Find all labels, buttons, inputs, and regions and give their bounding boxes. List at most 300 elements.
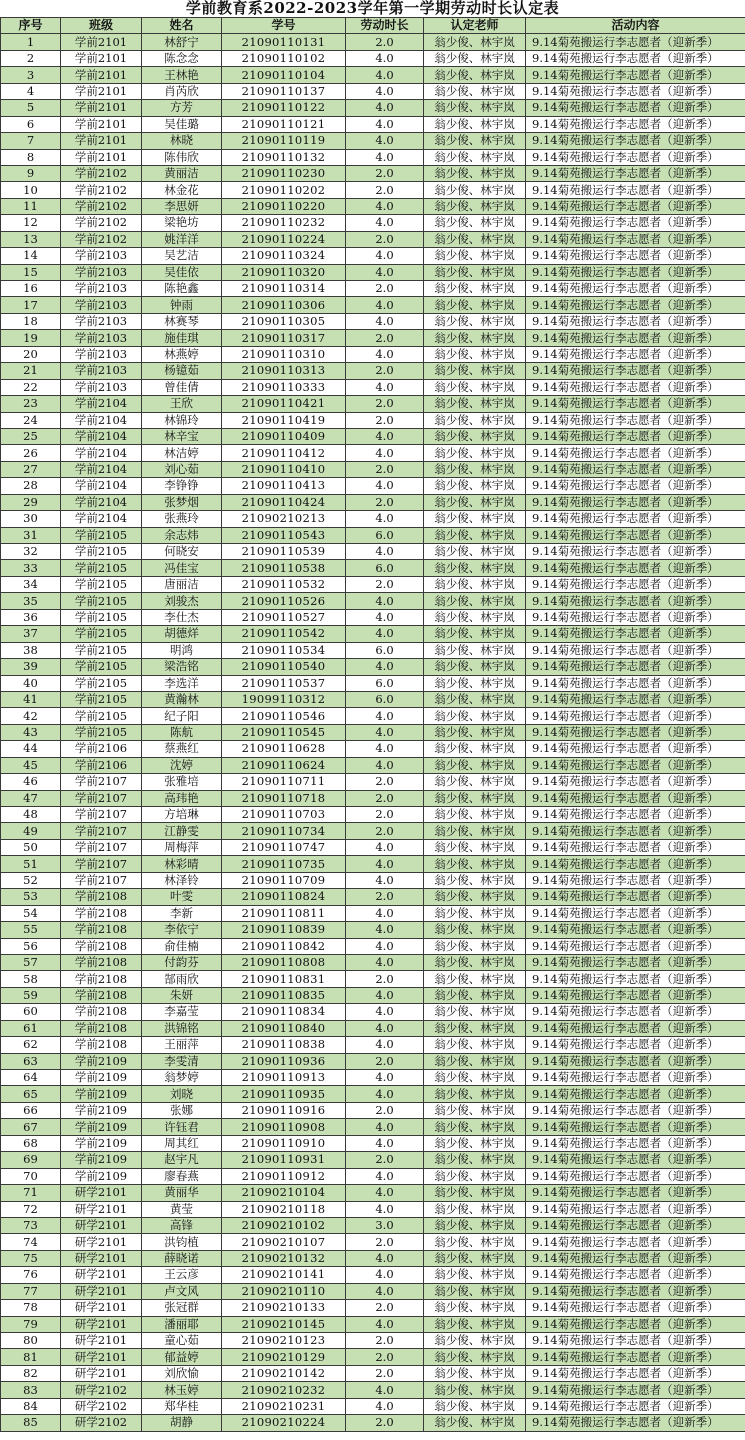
cell-student-id[interactable]: 21090110421 — [222, 396, 346, 412]
cell-teachers[interactable]: 翁少俊、林宇岚 — [424, 774, 526, 790]
cell-teachers[interactable]: 翁少俊、林宇岚 — [424, 165, 526, 181]
cell-class[interactable]: 学前2103 — [61, 264, 142, 280]
cell-activity[interactable]: 9.14菊苑搬运行李志愿者（迎新季） — [526, 313, 745, 329]
cell-no[interactable]: 49 — [1, 823, 61, 839]
cell-student-id[interactable]: 21090210123 — [222, 1333, 346, 1349]
cell-hours[interactable]: 4.0 — [346, 938, 424, 954]
cell-hours[interactable]: 2.0 — [346, 396, 424, 412]
cell-teachers[interactable]: 翁少俊、林宇岚 — [424, 1020, 526, 1036]
cell-name[interactable]: 张梦烟 — [142, 494, 222, 510]
cell-teachers[interactable]: 翁少俊、林宇岚 — [424, 83, 526, 99]
cell-hours[interactable]: 2.0 — [346, 889, 424, 905]
cell-name[interactable]: 胡静 — [142, 1415, 222, 1431]
cell-student-id[interactable]: 21090110916 — [222, 1102, 346, 1118]
cell-teachers[interactable]: 翁少俊、林宇岚 — [424, 133, 526, 149]
cell-student-id[interactable]: 21090110711 — [222, 774, 346, 790]
cell-activity[interactable]: 9.14菊苑搬运行李志愿者（迎新季） — [526, 198, 745, 214]
cell-hours[interactable]: 4.0 — [346, 1020, 424, 1036]
cell-teachers[interactable]: 翁少俊、林宇岚 — [424, 971, 526, 987]
cell-teachers[interactable]: 翁少俊、林宇岚 — [424, 313, 526, 329]
cell-name[interactable]: 黄丽洁 — [142, 165, 222, 181]
cell-class[interactable]: 学前2107 — [61, 839, 142, 855]
cell-no[interactable]: 12 — [1, 215, 61, 231]
cell-teachers[interactable]: 翁少俊、林宇岚 — [424, 182, 526, 198]
cell-no[interactable]: 51 — [1, 856, 61, 872]
cell-no[interactable]: 9 — [1, 165, 61, 181]
cell-name[interactable]: 施佳琪 — [142, 330, 222, 346]
cell-activity[interactable]: 9.14菊苑搬运行李志愿者（迎新季） — [526, 790, 745, 806]
cell-class[interactable]: 学前2105 — [61, 724, 142, 740]
cell-hours[interactable]: 4.0 — [346, 1185, 424, 1201]
cell-student-id[interactable]: 21090110305 — [222, 313, 346, 329]
cell-teachers[interactable]: 翁少俊、林宇岚 — [424, 1250, 526, 1266]
cell-no[interactable]: 76 — [1, 1267, 61, 1283]
cell-hours[interactable]: 2.0 — [346, 182, 424, 198]
cell-class[interactable]: 学前2104 — [61, 511, 142, 527]
cell-student-id[interactable]: 21090110224 — [222, 231, 346, 247]
cell-activity[interactable]: 9.14菊苑搬运行李志愿者（迎新季） — [526, 987, 745, 1003]
cell-hours[interactable]: 4.0 — [346, 1201, 424, 1217]
cell-student-id[interactable]: 21090210145 — [222, 1316, 346, 1332]
cell-teachers[interactable]: 翁少俊、林宇岚 — [424, 1168, 526, 1184]
cell-hours[interactable]: 4.0 — [346, 626, 424, 642]
cell-class[interactable]: 学前2106 — [61, 741, 142, 757]
cell-activity[interactable]: 9.14菊苑搬运行李志愿者（迎新季） — [526, 1070, 745, 1086]
cell-name[interactable]: 郑华桂 — [142, 1398, 222, 1414]
cell-student-id[interactable]: 21090210213 — [222, 511, 346, 527]
cell-class[interactable]: 学前2109 — [61, 1053, 142, 1069]
cell-activity[interactable]: 9.14菊苑搬运行李志愿者（迎新季） — [526, 1185, 745, 1201]
cell-student-id[interactable]: 21090110310 — [222, 346, 346, 362]
cell-no[interactable]: 85 — [1, 1415, 61, 1431]
cell-hours[interactable]: 2.0 — [346, 165, 424, 181]
cell-no[interactable]: 75 — [1, 1250, 61, 1266]
cell-name[interactable]: 翁梦婷 — [142, 1070, 222, 1086]
cell-teachers[interactable]: 翁少俊、林宇岚 — [424, 198, 526, 214]
cell-activity[interactable]: 9.14菊苑搬运行李志愿者（迎新季） — [526, 560, 745, 576]
cell-hours[interactable]: 4.0 — [346, 708, 424, 724]
cell-name[interactable]: 林彩晴 — [142, 856, 222, 872]
cell-class[interactable]: 学前2107 — [61, 872, 142, 888]
cell-class[interactable]: 学前2107 — [61, 856, 142, 872]
cell-teachers[interactable]: 翁少俊、林宇岚 — [424, 1333, 526, 1349]
cell-hours[interactable]: 2.0 — [346, 231, 424, 247]
cell-class[interactable]: 学前2108 — [61, 987, 142, 1003]
cell-student-id[interactable]: 21090110102 — [222, 50, 346, 66]
cell-no[interactable]: 69 — [1, 1152, 61, 1168]
cell-no[interactable]: 38 — [1, 642, 61, 658]
cell-no[interactable]: 4 — [1, 83, 61, 99]
cell-student-id[interactable]: 21090110413 — [222, 478, 346, 494]
cell-activity[interactable]: 9.14菊苑搬运行李志愿者（迎新季） — [526, 1102, 745, 1118]
cell-class[interactable]: 学前2107 — [61, 774, 142, 790]
cell-student-id[interactable]: 21090110317 — [222, 330, 346, 346]
cell-name[interactable]: 李选洋 — [142, 675, 222, 691]
cell-hours[interactable]: 2.0 — [346, 1152, 424, 1168]
cell-class[interactable]: 学前2105 — [61, 527, 142, 543]
cell-activity[interactable]: 9.14菊苑搬运行李志愿者（迎新季） — [526, 626, 745, 642]
cell-hours[interactable]: 2.0 — [346, 412, 424, 428]
cell-no[interactable]: 71 — [1, 1185, 61, 1201]
cell-class[interactable]: 学前2108 — [61, 889, 142, 905]
cell-teachers[interactable]: 翁少俊、林宇岚 — [424, 1135, 526, 1151]
cell-teachers[interactable]: 翁少俊、林宇岚 — [424, 757, 526, 773]
cell-hours[interactable]: 4.0 — [346, 379, 424, 395]
cell-teachers[interactable]: 翁少俊、林宇岚 — [424, 889, 526, 905]
cell-activity[interactable]: 9.14菊苑搬运行李志愿者（迎新季） — [526, 100, 745, 116]
cell-activity[interactable]: 9.14菊苑搬运行李志愿者（迎新季） — [526, 1168, 745, 1184]
cell-activity[interactable]: 9.14菊苑搬运行李志愿者（迎新季） — [526, 839, 745, 855]
cell-name[interactable]: 李嘉莹 — [142, 1004, 222, 1020]
cell-class[interactable]: 学前2108 — [61, 905, 142, 921]
cell-name[interactable]: 张雅培 — [142, 774, 222, 790]
cell-class[interactable]: 研学2101 — [61, 1250, 142, 1266]
cell-student-id[interactable]: 21090110539 — [222, 544, 346, 560]
cell-student-id[interactable]: 21090210141 — [222, 1267, 346, 1283]
cell-hours[interactable]: 2.0 — [346, 774, 424, 790]
cell-class[interactable]: 学前2109 — [61, 1086, 142, 1102]
cell-teachers[interactable]: 翁少俊、林宇岚 — [424, 642, 526, 658]
cell-hours[interactable]: 4.0 — [346, 724, 424, 740]
cell-teachers[interactable]: 翁少俊、林宇岚 — [424, 116, 526, 132]
cell-class[interactable]: 学前2109 — [61, 1152, 142, 1168]
cell-no[interactable]: 18 — [1, 313, 61, 329]
cell-hours[interactable]: 2.0 — [346, 494, 424, 510]
cell-student-id[interactable]: 21090110537 — [222, 675, 346, 691]
cell-name[interactable]: 洪锦铭 — [142, 1020, 222, 1036]
cell-class[interactable]: 研学2101 — [61, 1300, 142, 1316]
cell-teachers[interactable]: 翁少俊、林宇岚 — [424, 1217, 526, 1233]
cell-name[interactable]: 何晓安 — [142, 544, 222, 560]
cell-name[interactable]: 梁艳坊 — [142, 215, 222, 231]
cell-name[interactable]: 陈航 — [142, 724, 222, 740]
cell-student-id[interactable]: 21090110534 — [222, 642, 346, 658]
cell-no[interactable]: 61 — [1, 1020, 61, 1036]
cell-activity[interactable]: 9.14菊苑搬运行李志愿者（迎新季） — [526, 1300, 745, 1316]
cell-class[interactable]: 学前2109 — [61, 1070, 142, 1086]
cell-no[interactable]: 35 — [1, 593, 61, 609]
cell-name[interactable]: 蔡燕红 — [142, 741, 222, 757]
cell-teachers[interactable]: 翁少俊、林宇岚 — [424, 478, 526, 494]
cell-activity[interactable]: 9.14菊苑搬运行李志愿者（迎新季） — [526, 297, 745, 313]
cell-no[interactable]: 52 — [1, 872, 61, 888]
cell-activity[interactable]: 9.14菊苑搬运行李志愿者（迎新季） — [526, 396, 745, 412]
cell-hours[interactable]: 4.0 — [346, 856, 424, 872]
cell-activity[interactable]: 9.14菊苑搬运行李志愿者（迎新季） — [526, 363, 745, 379]
cell-student-id[interactable]: 21090110624 — [222, 757, 346, 773]
cell-activity[interactable]: 9.14菊苑搬运行李志愿者（迎新季） — [526, 1333, 745, 1349]
cell-name[interactable]: 李仕杰 — [142, 609, 222, 625]
cell-teachers[interactable]: 翁少俊、林宇岚 — [424, 511, 526, 527]
cell-class[interactable]: 学前2105 — [61, 659, 142, 675]
cell-hours[interactable]: 2.0 — [346, 823, 424, 839]
cell-student-id[interactable]: 21090110542 — [222, 626, 346, 642]
cell-class[interactable]: 学前2102 — [61, 182, 142, 198]
cell-activity[interactable]: 9.14菊苑搬运行李志愿者（迎新季） — [526, 445, 745, 461]
cell-activity[interactable]: 9.14菊苑搬运行李志愿者（迎新季） — [526, 971, 745, 987]
cell-student-id[interactable]: 21090110839 — [222, 922, 346, 938]
cell-student-id[interactable]: 21090110104 — [222, 67, 346, 83]
cell-student-id[interactable]: 21090110132 — [222, 149, 346, 165]
cell-class[interactable]: 研学2101 — [61, 1267, 142, 1283]
cell-student-id[interactable]: 21090110526 — [222, 593, 346, 609]
cell-hours[interactable]: 4.0 — [346, 248, 424, 264]
cell-name[interactable]: 张娜 — [142, 1102, 222, 1118]
cell-teachers[interactable]: 翁少俊、林宇岚 — [424, 823, 526, 839]
cell-no[interactable]: 53 — [1, 889, 61, 905]
cell-teachers[interactable]: 翁少俊、林宇岚 — [424, 659, 526, 675]
cell-activity[interactable]: 9.14菊苑搬运行李志愿者（迎新季） — [526, 248, 745, 264]
cell-hours[interactable]: 4.0 — [346, 478, 424, 494]
cell-name[interactable]: 余志炜 — [142, 527, 222, 543]
cell-activity[interactable]: 9.14菊苑搬运行李志愿者（迎新季） — [526, 133, 745, 149]
cell-name[interactable]: 方培琳 — [142, 807, 222, 823]
cell-class[interactable]: 学前2108 — [61, 1037, 142, 1053]
cell-class[interactable]: 学前2101 — [61, 50, 142, 66]
cell-class[interactable]: 学前2105 — [61, 675, 142, 691]
cell-class[interactable]: 研学2101 — [61, 1185, 142, 1201]
cell-student-id[interactable]: 21090110842 — [222, 938, 346, 954]
cell-no[interactable]: 48 — [1, 807, 61, 823]
cell-hours[interactable]: 2.0 — [346, 790, 424, 806]
cell-name[interactable]: 唐丽洁 — [142, 576, 222, 592]
cell-no[interactable]: 7 — [1, 133, 61, 149]
cell-teachers[interactable]: 翁少俊、林宇岚 — [424, 675, 526, 691]
cell-no[interactable]: 70 — [1, 1168, 61, 1184]
cell-teachers[interactable]: 翁少俊、林宇岚 — [424, 593, 526, 609]
cell-no[interactable]: 14 — [1, 248, 61, 264]
cell-name[interactable]: 周其红 — [142, 1135, 222, 1151]
cell-hours[interactable]: 4.0 — [346, 1250, 424, 1266]
cell-teachers[interactable]: 翁少俊、林宇岚 — [424, 708, 526, 724]
cell-hours[interactable]: 4.0 — [346, 133, 424, 149]
cell-teachers[interactable]: 翁少俊、林宇岚 — [424, 297, 526, 313]
cell-hours[interactable]: 2.0 — [346, 1365, 424, 1381]
cell-hours[interactable]: 4.0 — [346, 741, 424, 757]
cell-student-id[interactable]: 21090110532 — [222, 576, 346, 592]
cell-student-id[interactable]: 21090110313 — [222, 363, 346, 379]
cell-name[interactable]: 王丽萍 — [142, 1037, 222, 1053]
cell-no[interactable]: 79 — [1, 1316, 61, 1332]
cell-hours[interactable]: 4.0 — [346, 511, 424, 527]
cell-name[interactable]: 黄莹 — [142, 1201, 222, 1217]
cell-name[interactable]: 方芳 — [142, 100, 222, 116]
cell-activity[interactable]: 9.14菊苑搬运行李志愿者（迎新季） — [526, 346, 745, 362]
cell-name[interactable]: 姚洋洋 — [142, 231, 222, 247]
cell-activity[interactable]: 9.14菊苑搬运行李志愿者（迎新季） — [526, 264, 745, 280]
cell-name[interactable]: 林赛琴 — [142, 313, 222, 329]
cell-name[interactable]: 李依宁 — [142, 922, 222, 938]
cell-no[interactable]: 21 — [1, 363, 61, 379]
cell-name[interactable]: 黄瀚林 — [142, 691, 222, 707]
cell-class[interactable]: 学前2103 — [61, 313, 142, 329]
cell-activity[interactable]: 9.14菊苑搬运行李志愿者（迎新季） — [526, 757, 745, 773]
cell-hours[interactable]: 4.0 — [346, 609, 424, 625]
cell-activity[interactable]: 9.14菊苑搬运行李志愿者（迎新季） — [526, 1267, 745, 1283]
cell-activity[interactable]: 9.14菊苑搬运行李志愿者（迎新季） — [526, 1250, 745, 1266]
cell-teachers[interactable]: 翁少俊、林宇岚 — [424, 346, 526, 362]
cell-class[interactable]: 研学2101 — [61, 1217, 142, 1233]
cell-student-id[interactable]: 21090110931 — [222, 1152, 346, 1168]
cell-class[interactable]: 学前2105 — [61, 544, 142, 560]
cell-no[interactable]: 46 — [1, 774, 61, 790]
cell-name[interactable]: 高锋 — [142, 1217, 222, 1233]
cell-no[interactable]: 62 — [1, 1037, 61, 1053]
cell-student-id[interactable]: 21090110628 — [222, 741, 346, 757]
header-cell-teachers[interactable]: 认定老师 — [424, 18, 526, 34]
cell-class[interactable]: 学前2101 — [61, 100, 142, 116]
cell-hours[interactable]: 4.0 — [346, 1135, 424, 1151]
cell-class[interactable]: 学前2109 — [61, 1102, 142, 1118]
cell-hours[interactable]: 4.0 — [346, 839, 424, 855]
cell-no[interactable]: 54 — [1, 905, 61, 921]
cell-class[interactable]: 学前2101 — [61, 149, 142, 165]
cell-activity[interactable]: 9.14菊苑搬运行李志愿者（迎新季） — [526, 478, 745, 494]
cell-class[interactable]: 学前2105 — [61, 593, 142, 609]
cell-hours[interactable]: 2.0 — [346, 807, 424, 823]
cell-student-id[interactable]: 21090110735 — [222, 856, 346, 872]
cell-name[interactable]: 林玉婷 — [142, 1382, 222, 1398]
cell-hours[interactable]: 4.0 — [346, 215, 424, 231]
cell-student-id[interactable]: 21090110202 — [222, 182, 346, 198]
cell-teachers[interactable]: 翁少俊、林宇岚 — [424, 922, 526, 938]
cell-name[interactable]: 吴佳依 — [142, 264, 222, 280]
cell-no[interactable]: 8 — [1, 149, 61, 165]
cell-no[interactable]: 13 — [1, 231, 61, 247]
cell-activity[interactable]: 9.14菊苑搬运行李志愿者（迎新季） — [526, 379, 745, 395]
cell-hours[interactable]: 4.0 — [346, 1316, 424, 1332]
cell-class[interactable]: 学前2107 — [61, 823, 142, 839]
cell-name[interactable]: 刘骏杰 — [142, 593, 222, 609]
cell-activity[interactable]: 9.14菊苑搬运行李志愿者（迎新季） — [526, 428, 745, 444]
cell-student-id[interactable]: 21090110412 — [222, 445, 346, 461]
cell-hours[interactable]: 4.0 — [346, 346, 424, 362]
cell-no[interactable]: 31 — [1, 527, 61, 543]
cell-hours[interactable]: 2.0 — [346, 1102, 424, 1118]
cell-name[interactable]: 王林艳 — [142, 67, 222, 83]
cell-no[interactable]: 73 — [1, 1217, 61, 1233]
cell-teachers[interactable]: 翁少俊、林宇岚 — [424, 1201, 526, 1217]
cell-class[interactable]: 学前2105 — [61, 626, 142, 642]
cell-teachers[interactable]: 翁少俊、林宇岚 — [424, 839, 526, 855]
cell-name[interactable]: 李雯清 — [142, 1053, 222, 1069]
cell-activity[interactable]: 9.14菊苑搬运行李志愿者（迎新季） — [526, 527, 745, 543]
cell-hours[interactable]: 4.0 — [346, 1283, 424, 1299]
cell-hours[interactable]: 4.0 — [346, 922, 424, 938]
cell-student-id[interactable]: 21090110709 — [222, 872, 346, 888]
cell-activity[interactable]: 9.14菊苑搬运行李志愿者（迎新季） — [526, 593, 745, 609]
cell-no[interactable]: 66 — [1, 1102, 61, 1118]
cell-hours[interactable]: 4.0 — [346, 987, 424, 1003]
cell-no[interactable]: 84 — [1, 1398, 61, 1414]
cell-activity[interactable]: 9.14菊苑搬运行李志愿者（迎新季） — [526, 856, 745, 872]
cell-no[interactable]: 60 — [1, 1004, 61, 1020]
cell-teachers[interactable]: 翁少俊、林宇岚 — [424, 938, 526, 954]
cell-class[interactable]: 研学2102 — [61, 1415, 142, 1431]
cell-no[interactable]: 43 — [1, 724, 61, 740]
cell-no[interactable]: 19 — [1, 330, 61, 346]
cell-student-id[interactable]: 21090110910 — [222, 1135, 346, 1151]
cell-no[interactable]: 44 — [1, 741, 61, 757]
cell-teachers[interactable]: 翁少俊、林宇岚 — [424, 905, 526, 921]
cell-name[interactable]: 林金花 — [142, 182, 222, 198]
cell-hours[interactable]: 4.0 — [346, 1168, 424, 1184]
cell-no[interactable]: 50 — [1, 839, 61, 855]
cell-hours[interactable]: 2.0 — [346, 461, 424, 477]
cell-teachers[interactable]: 翁少俊、林宇岚 — [424, 1267, 526, 1283]
cell-hours[interactable]: 4.0 — [346, 116, 424, 132]
cell-hours[interactable]: 4.0 — [346, 905, 424, 921]
cell-student-id[interactable]: 21090210231 — [222, 1398, 346, 1414]
cell-student-id[interactable]: 21090210107 — [222, 1234, 346, 1250]
cell-name[interactable]: 冯佳宝 — [142, 560, 222, 576]
cell-activity[interactable]: 9.14菊苑搬运行李志愿者（迎新季） — [526, 67, 745, 83]
cell-teachers[interactable]: 翁少俊、林宇岚 — [424, 231, 526, 247]
cell-activity[interactable]: 9.14菊苑搬运行李志愿者（迎新季） — [526, 511, 745, 527]
cell-teachers[interactable]: 翁少俊、林宇岚 — [424, 412, 526, 428]
cell-no[interactable]: 57 — [1, 954, 61, 970]
cell-teachers[interactable]: 翁少俊、林宇岚 — [424, 1382, 526, 1398]
cell-activity[interactable]: 9.14菊苑搬运行李志愿者（迎新季） — [526, 182, 745, 198]
cell-teachers[interactable]: 翁少俊、林宇岚 — [424, 1185, 526, 1201]
cell-name[interactable]: 朱妍 — [142, 987, 222, 1003]
cell-teachers[interactable]: 翁少俊、林宇岚 — [424, 363, 526, 379]
cell-student-id[interactable]: 21090110935 — [222, 1086, 346, 1102]
cell-class[interactable]: 学前2101 — [61, 133, 142, 149]
cell-activity[interactable]: 9.14菊苑搬运行李志愿者（迎新季） — [526, 741, 745, 757]
cell-teachers[interactable]: 翁少俊、林宇岚 — [424, 856, 526, 872]
cell-class[interactable]: 学前2104 — [61, 428, 142, 444]
cell-class[interactable]: 学前2105 — [61, 609, 142, 625]
cell-class[interactable]: 学前2104 — [61, 445, 142, 461]
cell-no[interactable]: 11 — [1, 198, 61, 214]
cell-name[interactable]: 明鸿 — [142, 642, 222, 658]
cell-activity[interactable]: 9.14菊苑搬运行李志愿者（迎新季） — [526, 1349, 745, 1365]
cell-name[interactable]: 张冠群 — [142, 1300, 222, 1316]
cell-activity[interactable]: 9.14菊苑搬运行李志愿者（迎新季） — [526, 724, 745, 740]
cell-class[interactable]: 研学2102 — [61, 1382, 142, 1398]
cell-name[interactable]: 俞佳楠 — [142, 938, 222, 954]
cell-no[interactable]: 81 — [1, 1349, 61, 1365]
cell-class[interactable]: 学前2103 — [61, 346, 142, 362]
header-cell-activity[interactable]: 活动内容 — [526, 18, 745, 34]
cell-activity[interactable]: 9.14菊苑搬运行李志愿者（迎新季） — [526, 494, 745, 510]
cell-class[interactable]: 学前2101 — [61, 116, 142, 132]
cell-no[interactable]: 39 — [1, 659, 61, 675]
cell-hours[interactable]: 2.0 — [346, 34, 424, 50]
cell-name[interactable]: 林晓 — [142, 133, 222, 149]
cell-student-id[interactable]: 21090110546 — [222, 708, 346, 724]
cell-activity[interactable]: 9.14菊苑搬运行李志愿者（迎新季） — [526, 1020, 745, 1036]
cell-student-id[interactable]: 21090110131 — [222, 34, 346, 50]
cell-class[interactable]: 学前2104 — [61, 494, 142, 510]
cell-class[interactable]: 学前2103 — [61, 363, 142, 379]
cell-hours[interactable]: 4.0 — [346, 50, 424, 66]
cell-no[interactable]: 64 — [1, 1070, 61, 1086]
cell-name[interactable]: 张燕玲 — [142, 511, 222, 527]
cell-student-id[interactable]: 21090110936 — [222, 1053, 346, 1069]
cell-student-id[interactable]: 21090110230 — [222, 165, 346, 181]
cell-class[interactable]: 研学2101 — [61, 1349, 142, 1365]
cell-teachers[interactable]: 翁少俊、林宇岚 — [424, 1037, 526, 1053]
cell-teachers[interactable]: 翁少俊、林宇岚 — [424, 576, 526, 592]
cell-teachers[interactable]: 翁少俊、林宇岚 — [424, 149, 526, 165]
cell-name[interactable]: 高玮艳 — [142, 790, 222, 806]
header-cell-student-id[interactable]: 学号 — [222, 18, 346, 34]
cell-hours[interactable]: 4.0 — [346, 445, 424, 461]
cell-teachers[interactable]: 翁少俊、林宇岚 — [424, 1119, 526, 1135]
cell-activity[interactable]: 9.14菊苑搬运行李志愿者（迎新季） — [526, 1398, 745, 1414]
